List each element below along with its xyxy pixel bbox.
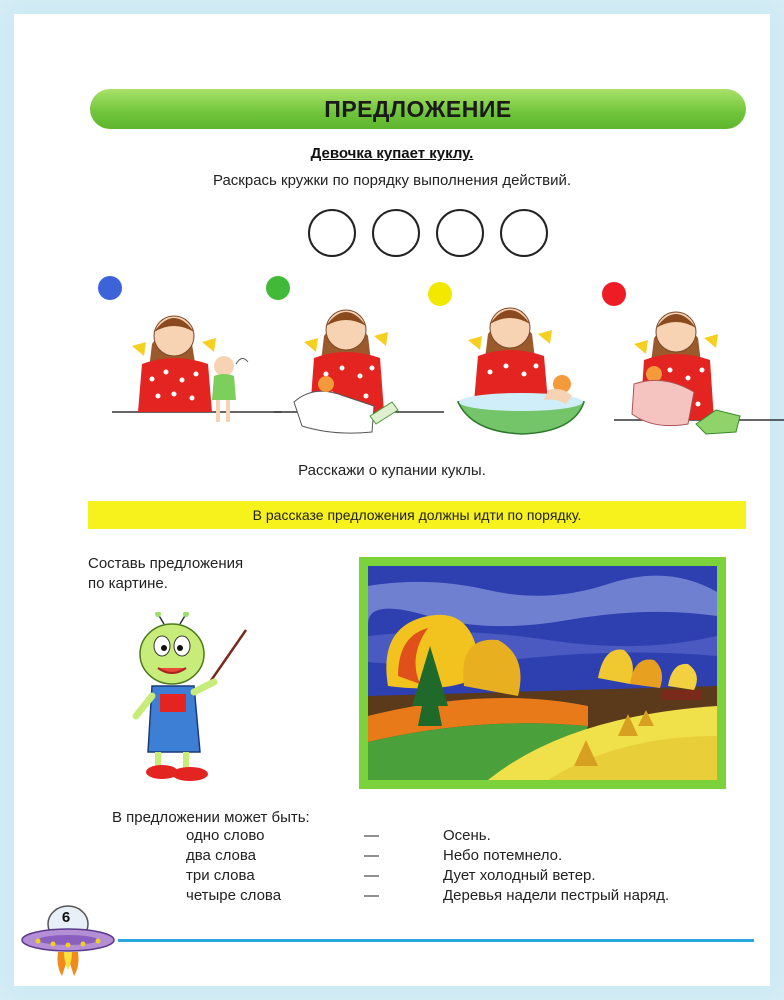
order-circle-3[interactable] xyxy=(436,209,484,257)
girl-undressing-doll-picture xyxy=(274,284,444,449)
variant-example: Осень. xyxy=(443,827,491,844)
variant-dash: — xyxy=(364,827,379,844)
variants-title: В предложении может быть: xyxy=(112,809,310,826)
order-circle-1[interactable] xyxy=(308,209,356,257)
order-circles xyxy=(308,209,548,257)
alien-teacher-illustration xyxy=(124,612,254,787)
girl-wrapping-doll-picture xyxy=(614,284,784,449)
variant-label: три слова xyxy=(186,867,255,884)
autumn-landscape-picture xyxy=(368,566,717,780)
workbook-page xyxy=(14,14,770,986)
rule-highlight xyxy=(88,501,746,529)
variant-example: Деревья надели пестрый наряд. xyxy=(443,887,670,904)
variant-example: Дует холодный ветер. xyxy=(443,867,596,884)
order-circle-2[interactable] xyxy=(372,209,420,257)
story-prompt: Расскажи о купании куклы. xyxy=(298,462,486,479)
compose-instruction xyxy=(88,554,243,594)
page-number: 6 xyxy=(61,909,71,926)
variant-row xyxy=(14,887,770,907)
girl-holding-doll-picture xyxy=(112,284,282,449)
landscape-frame xyxy=(359,557,726,789)
exercise-subtitle: Девочка купает куклу. xyxy=(310,145,474,162)
order-circle-4[interactable] xyxy=(500,209,548,257)
variant-row xyxy=(14,867,770,887)
footer-divider xyxy=(118,939,754,942)
variant-label: четыре слова xyxy=(186,887,282,904)
variant-row xyxy=(14,827,770,847)
compose-line-2: по картине. xyxy=(88,575,168,592)
compose-line-1: Составь предложения xyxy=(88,555,244,572)
rule-text: В рассказе предложения должны идти по порядку. xyxy=(252,507,582,523)
variant-example: Небо потемнело. xyxy=(443,847,563,864)
variant-dash: — xyxy=(364,847,379,864)
variant-row xyxy=(14,847,770,867)
variant-label: одно слово xyxy=(186,827,265,844)
ufo-icon xyxy=(18,894,118,979)
variant-label: два слова xyxy=(186,847,256,864)
variant-dash: — xyxy=(364,867,379,884)
girl-bathing-doll-picture xyxy=(444,284,614,449)
page-title: ПРЕДЛОЖЕНИЕ xyxy=(90,89,746,129)
coloring-instruction: Раскрась кружки по порядку выполнения действий. xyxy=(212,172,572,189)
variant-dash: — xyxy=(364,887,379,904)
